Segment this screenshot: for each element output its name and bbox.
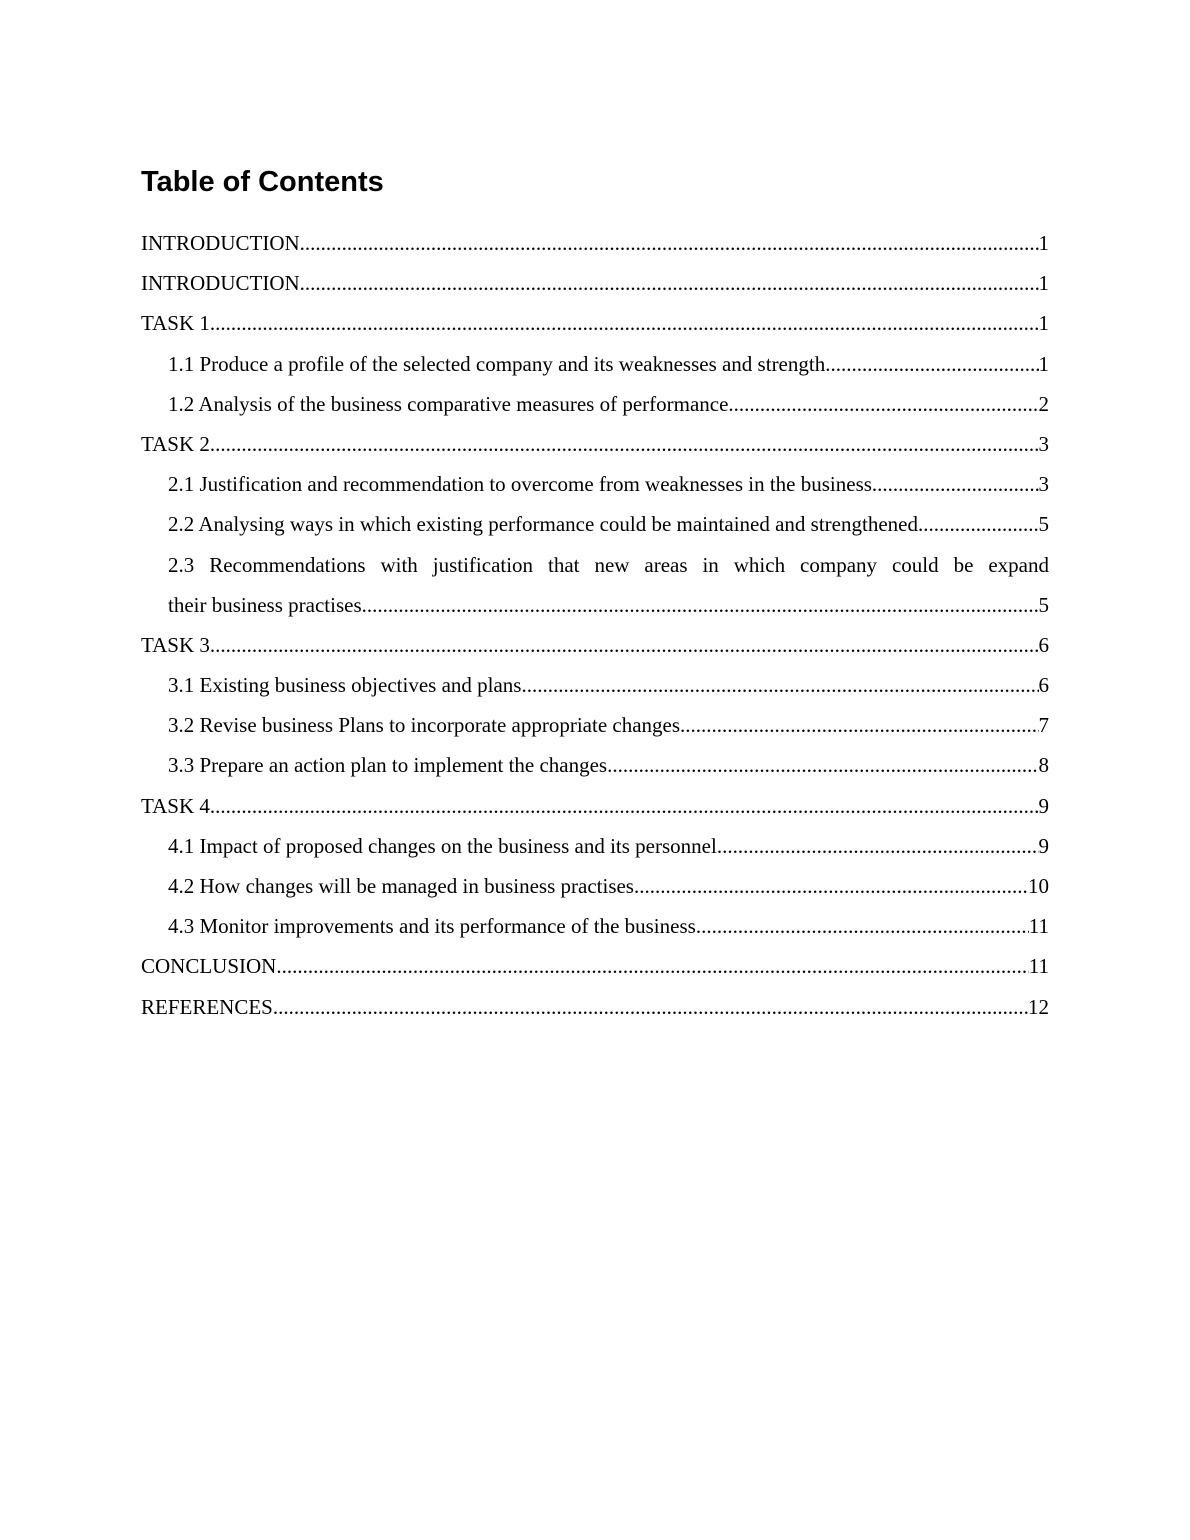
toc-leader-dots	[612, 745, 1038, 785]
toc-entry-page: 9	[1038, 833, 1049, 858]
toc-entry-2-3[interactable]	[141, 585, 1049, 625]
toc-leader-dots	[872, 464, 1039, 504]
toc-entry-page: 9	[1038, 793, 1049, 818]
toc-entry-2-3-line-1[interactable]: 2.3 Recommendations with justification that new areas in which company could be expand	[168, 552, 1049, 577]
toc-entry-text: 4.1 Impact of proposed changes on the business and its personnel	[168, 833, 717, 858]
toc-entry-page: 8	[1038, 753, 1049, 778]
toc-entry-4-3[interactable]	[141, 906, 1049, 946]
toc-entry-page: 6	[1038, 673, 1049, 698]
toc-leader-dots	[696, 906, 1029, 946]
toc-entry-page: 3	[1038, 472, 1049, 497]
toc-entry-text: TASK 4	[141, 793, 210, 818]
toc-entry-1-1[interactable]	[141, 344, 1049, 384]
toc-leader-dots	[300, 263, 1039, 303]
toc-list	[141, 223, 1049, 1027]
toc-entry-text: INTRODUCTION	[141, 231, 300, 255]
toc-entry-page: 7	[1038, 713, 1049, 738]
toc-title: Table of Contents	[141, 166, 384, 198]
toc-entry-text: REFERENCES	[141, 994, 273, 1019]
toc-entry-2-1[interactable]	[141, 464, 1049, 504]
toc-leader-dots	[210, 625, 1039, 665]
toc-leader-dots	[210, 303, 1039, 343]
toc-entry-page: 1	[1038, 271, 1049, 296]
toc-entry-4-2[interactable]	[141, 866, 1049, 906]
toc-entry-2-2[interactable]	[141, 504, 1049, 544]
toc-entry-4-1[interactable]	[141, 826, 1049, 866]
toc-entry-text: TASK 1	[141, 311, 210, 336]
toc-entry-text: TASK 2	[141, 431, 210, 456]
toc-leader-dots	[717, 826, 1039, 866]
toc-entry-text: 3.3 Prepare an action plan to implement the changes.	[168, 753, 613, 778]
toc-leader-dots	[273, 987, 1028, 1027]
toc-leader-dots	[521, 665, 1038, 705]
toc-leader-dots	[300, 223, 1039, 263]
toc-leader-dots	[830, 344, 1038, 384]
toc-entry-conclusion[interactable]	[141, 946, 1049, 986]
toc-entry-text: 3.2 Revise business Plans to incorporate appropriate changes	[168, 713, 681, 738]
toc-entry-page: 6	[1038, 632, 1049, 657]
toc-entry-introduction-2[interactable]	[141, 263, 1049, 303]
toc-entry-3-3[interactable]	[141, 745, 1049, 785]
toc-entry-text: their business practises.	[168, 592, 367, 617]
toc-entry-page: 1	[1038, 311, 1049, 336]
toc-leader-dots	[210, 424, 1039, 464]
toc-entry-text: TASK 3	[141, 632, 210, 657]
toc-entry-page: 2	[1038, 391, 1049, 416]
toc-entry-page: 1	[1038, 231, 1049, 255]
toc-leader-dots	[210, 786, 1039, 826]
toc-leader-dots	[276, 946, 1028, 986]
toc-entry-page: 11	[1028, 914, 1049, 939]
toc-leader-dots	[680, 705, 1038, 745]
toc-entry-text: 2.1 Justification and recommendation to overcome from weaknesses in the business	[168, 472, 872, 497]
toc-entry-text: 2.2 Analysing ways in which existing performance could be maintained and strengthened	[168, 512, 918, 537]
toc-entry-page: 10	[1028, 874, 1049, 898]
toc-entry-3-2[interactable]	[141, 705, 1049, 745]
toc-entry-1-2[interactable]	[141, 384, 1049, 424]
toc-entry-text: 4.2 How changes will be managed in business practises	[168, 874, 634, 898]
toc-entry-page: 11	[1028, 954, 1049, 979]
toc-entry-task-2[interactable]	[141, 424, 1049, 464]
toc-leader-dots	[367, 585, 1039, 625]
toc-entry-3-1[interactable]	[141, 665, 1049, 705]
toc-entry-page: 5	[1038, 592, 1049, 617]
toc-entry-task-4[interactable]	[141, 786, 1049, 826]
toc-entry-task-3[interactable]	[141, 625, 1049, 665]
toc-entry-task-1[interactable]	[141, 303, 1049, 343]
toc-entry-text: 3.1 Existing business objectives and plans	[168, 673, 522, 698]
toc-entry-references[interactable]	[141, 987, 1049, 1027]
toc-entry-text: INTRODUCTION	[141, 271, 300, 296]
toc-entry-page: 12	[1028, 994, 1049, 1019]
toc-entry-page: 1	[1038, 351, 1049, 376]
toc-entry-text: 1.1 Produce a profile of the selected company and its weaknesses and strength.	[168, 351, 831, 376]
toc-entry-page: 3	[1038, 431, 1049, 456]
toc-entry-text: 4.3 Monitor improvements and its performance of the business	[168, 914, 696, 939]
toc-leader-dots	[728, 384, 1038, 424]
toc-entry-page: 5	[1038, 512, 1049, 537]
toc-entry-introduction[interactable]	[141, 223, 1049, 263]
toc-leader-dots	[634, 866, 1028, 906]
toc-entry-text: CONCLUSION	[141, 954, 277, 979]
toc-entry-text: 1.2 Analysis of the business comparative measures of performance	[168, 391, 729, 416]
toc-leader-dots	[918, 504, 1039, 544]
